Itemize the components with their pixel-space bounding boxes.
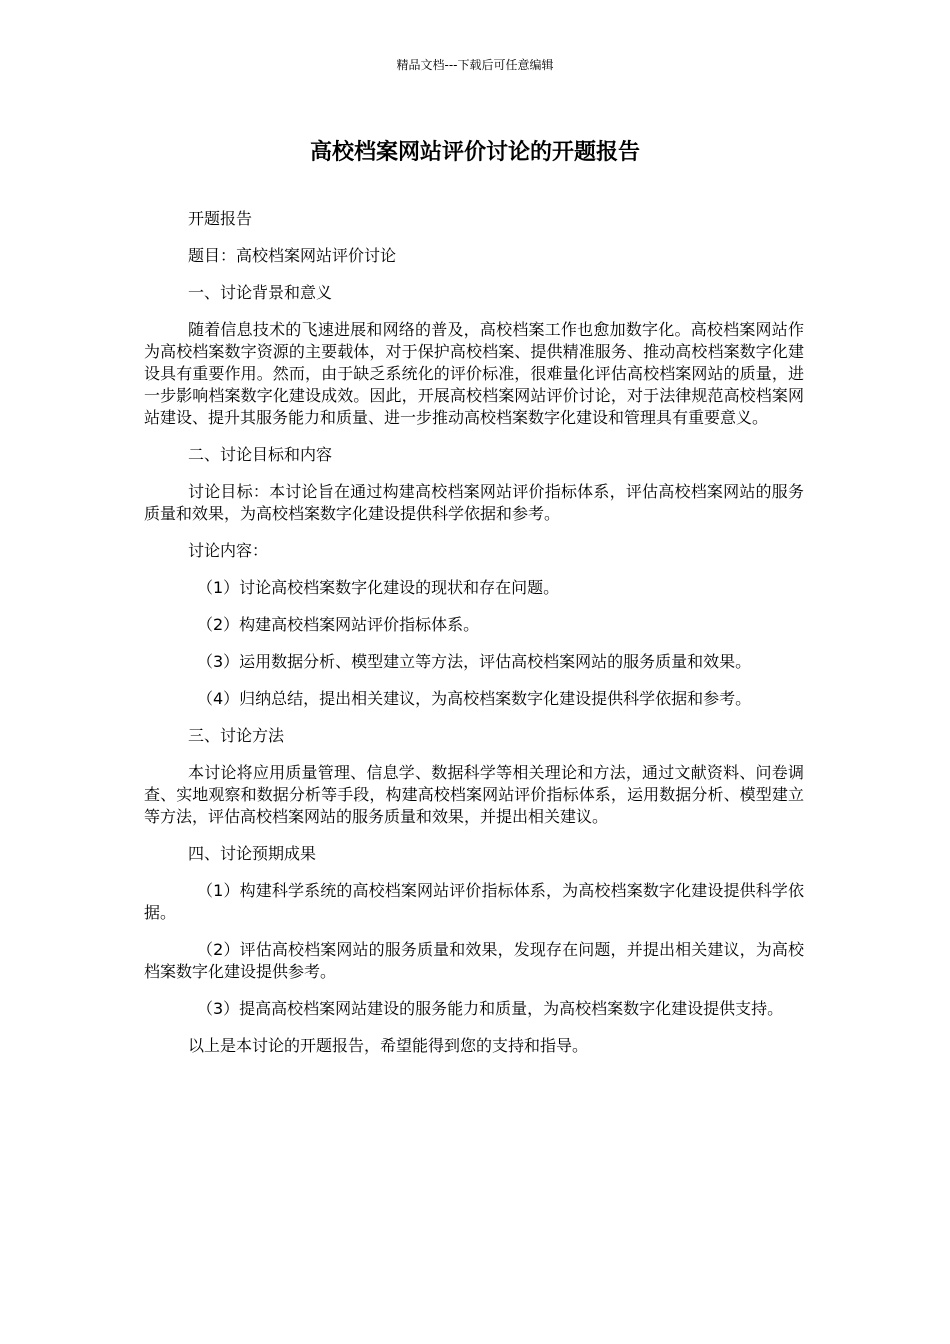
list-item: （3）运用数据分析、模型建立等方法，评估高校档案网站的服务质量和效果。 xyxy=(197,652,752,671)
section-heading-outcomes: 四、讨论预期成果 xyxy=(188,844,317,863)
list-item: （2）评估高校档案网站的服务质量和效果，发现存在问题，并提出相关建议，为高校档案数字化建设提供参考。 xyxy=(144,940,804,981)
report-label: 开题报告 xyxy=(188,209,253,228)
paragraph-background: 随着信息技术的飞速进展和网络的普及，高校档案工作也愈加数字化。高校档案网站作为高校档案数字资源的主要载体，对于保护高校档案、提供精准服务、推动高校档案数字化建设具有重要作用。然而，由于缺乏系统化的评价标准，很难量化评估高校档案网站的质量，进一步影响档案数字化建设成效。因此，开展高校档案网站评价讨论，对于法律规范高校档案网站建设、提升其服务能力和质量、进一步推动高校档案数字化建设和管理具有重要意义。 xyxy=(144,320,804,427)
list-item: （3）提高高校档案网站建设的服务能力和质量，为高校档案数字化建设提供支持。 xyxy=(197,999,784,1018)
list-item: （2）构建高校档案网站评价指标体系。 xyxy=(197,615,480,634)
report-topic: 题目：高校档案网站评价讨论 xyxy=(188,246,397,265)
paragraph-goals: 讨论目标：本讨论旨在通过构建高校档案网站评价指标体系，评估高校档案网站的服务质量和效果，为高校档案数字化建设提供科学依据和参考。 xyxy=(144,482,804,523)
section-heading-methods: 三、讨论方法 xyxy=(188,726,285,745)
section-heading-goals: 二、讨论目标和内容 xyxy=(188,445,333,464)
page-header: 精品文档---下载后可任意编辑 xyxy=(396,58,554,72)
list-item: （4）归纳总结，提出相关建议，为高校档案数字化建设提供科学依据和参考。 xyxy=(197,689,752,708)
section-heading-background: 一、讨论背景和意义 xyxy=(188,283,333,302)
content-label: 讨论内容： xyxy=(188,541,269,560)
closing-paragraph: 以上是本讨论的开题报告，希望能得到您的支持和指导。 xyxy=(188,1036,589,1055)
list-item: （1）讨论高校档案数字化建设的现状和存在问题。 xyxy=(197,578,560,597)
document-body xyxy=(144,208,804,1072)
paragraph-methods: 本讨论将应用质量管理、信息学、数据科学等相关理论和方法，通过文献资料、问卷调查、实地观察和数据分析等手段，构建高校档案网站评价指标体系，运用数据分析、模型建立等方法，评估高校档案网站的服务质量和效果，并提出相关建议。 xyxy=(144,763,804,826)
list-item: （1）构建科学系统的高校档案网站评价指标体系，为高校档案数字化建设提供科学依据。 xyxy=(144,881,804,922)
document-title: 高校档案网站评价讨论的开题报告 xyxy=(309,140,640,165)
